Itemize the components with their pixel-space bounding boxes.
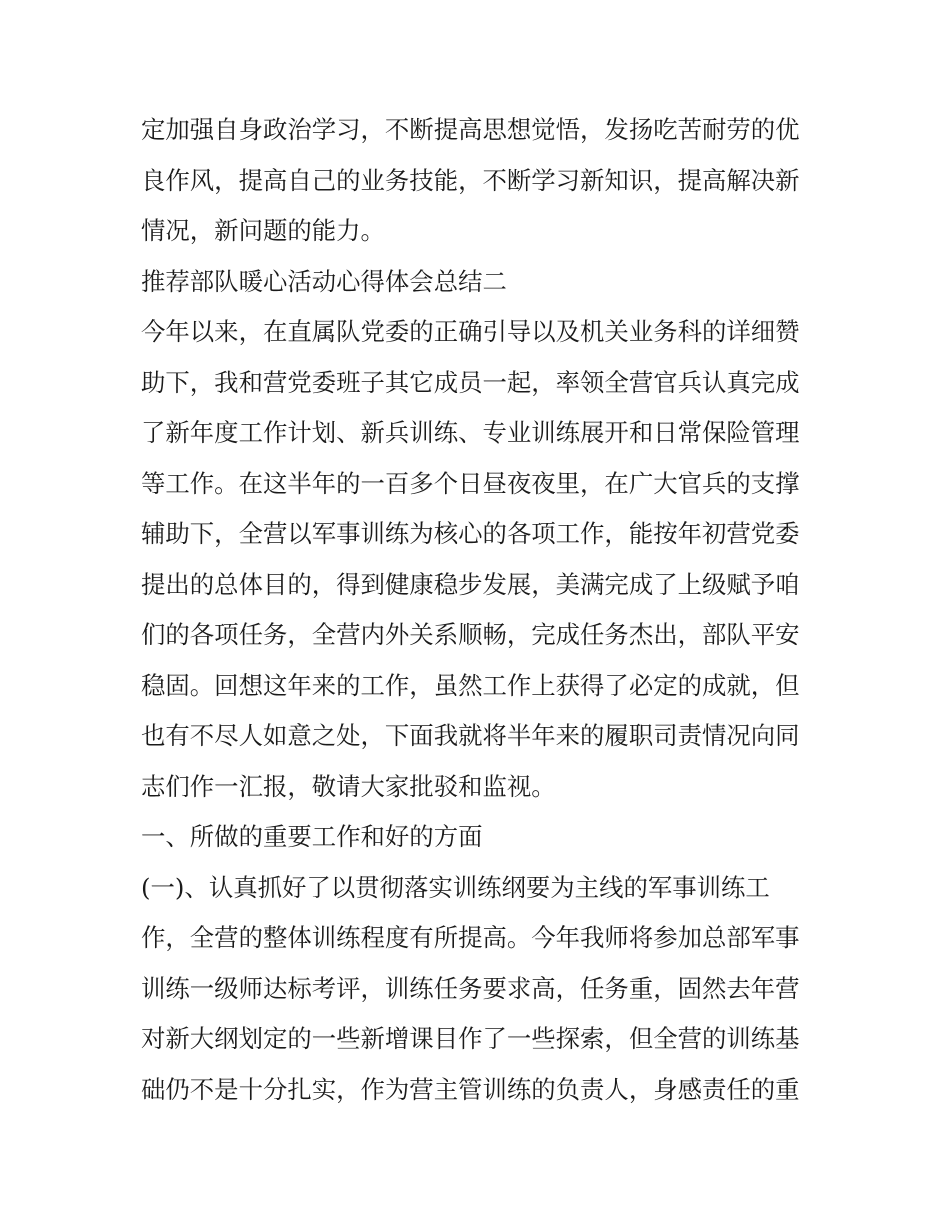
text-line: 作，全营的整体训练程度有所提高。今年我师将参加总部军事 [141, 923, 800, 952]
text-line: 今年以来，在直属队党委的正确引导以及机关业务科的详细赞 [141, 317, 800, 346]
text-line: 良作风，提高自己的业务技能，不断学习新知识，提高解决新 [141, 165, 800, 195]
text-line: 提出的总体目的，得到健康稳步发展，美满完成了上级赋予咱 [141, 569, 800, 599]
text-line: 们的各项任务，全营内外关系顺畅，完成任务杰出，部队平安 [141, 620, 800, 649]
text-line: 对新大纲划定的一些新增课目作了一些探索，但全营的训练基 [141, 1024, 800, 1053]
text-line: 志们作一汇报，敬请大家批驳和监视。 [141, 771, 556, 801]
text-line: 定加强自身政治学习，不断提高思想觉悟，发扬吃苦耐劳的优 [141, 115, 800, 144]
text-line: 等工作。在这半年的一百多个日昼夜夜里，在广大官兵的支撑 [141, 468, 800, 498]
text-line: 也有不尽人如意之处，下面我就将半年来的履职司责情况向同 [141, 721, 800, 750]
text-line: 础仍不是十分扎实，作为营主管训练的负责人，身感责任的重 [141, 1074, 800, 1104]
text-line: 助下，我和营党委班子其它成员一起，率领全营官兵认真完成 [141, 367, 800, 397]
subsection-heading: (一)、认真抓好了以贯彻落实训练纲要为主线的军事训练工 [141, 872, 770, 902]
text-line: 训练一级师达标考评，训练任务要求高，任务重，固然去年营 [141, 973, 800, 1003]
text-line: 了新年度工作计划、新兵训练、专业训练展开和日常保险管理 [141, 418, 800, 447]
section-heading: 一、所做的重要工作和好的方面 [141, 822, 483, 851]
text-line: 辅助下，全营以军事训练为核心的各项工作，能按年初营党委 [141, 519, 800, 548]
section-heading: 推荐部队暖心活动心得体会总结二 [141, 266, 507, 296]
body-text [141, 105, 821, 1115]
text-line: 情况，新问题的能力。 [141, 216, 385, 245]
text-line: 稳固。回想这年来的工作，虽然工作上获得了必定的成就，但 [141, 670, 800, 700]
